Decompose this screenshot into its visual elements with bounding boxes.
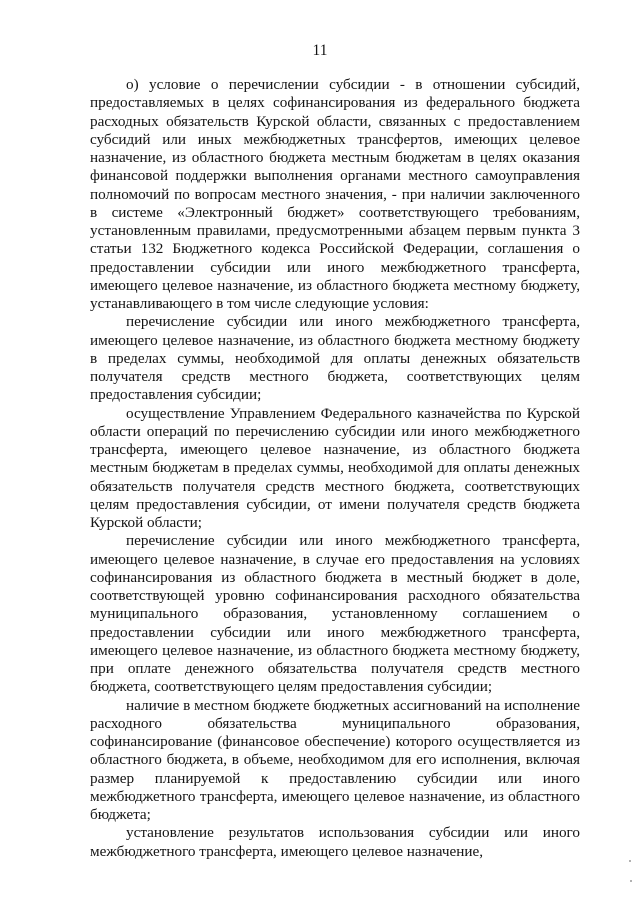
paragraph-treasury-operations: осуществление Управлением Федерального казначейства по Курской области операций по перечислению субсидии или иного межбюджетного трансферта, имеющего целевое назначение, из областного бюджета местным бюджетам в пределах суммы, необходимой для оплаты денежных обязательств получателя средств местного бюджета, соответствующих целям предоставления субсидии, от имени получателя средств бюджета Курской области; — [90, 404, 580, 531]
paragraph-transfer-within-sum: перечисление субсидии или иного межбюджетного трансферта, имеющего целевое назначение, из областного бюджета местному бюджету в пределах суммы, необходимой для оплаты денежных обязательств получателя средств местного бюджета, соответствующих целям предоставления субсидии; — [90, 313, 580, 404]
document-body — [90, 76, 580, 861]
scan-artifact-dot — [629, 860, 631, 862]
paragraph-budget-allocations: наличие в местном бюджете бюджетных ассигнований на исполнение расходного обязательства муниципального образования, софинансирование (финансовое обеспечение) которого осуществляется из областного бюджета, в объеме, необходимом для его исполнения, включая размер планируемой к предоставлению субсидии или иного межбюджетного трансферта, имеющего целевое назначение, из областного бюджета; — [90, 696, 580, 823]
paragraph-cofinancing-share: перечисление субсидии или иного межбюджетного трансферта, имеющего целевое назначение, в случае его предоставления на условиях софинансирования из областного бюджета в местный бюджет в доле, соответствующей уровню софинансирования расходного обязательства муниципального образования, установленному соглашением о предоставлении субсидии или иного межбюджетного трансферта, имеющего целевое назначение, из областного бюджета местному бюджету, при оплате денежного обязательства получателя средств местного бюджета, соответствующего целям предоставления субсидии; — [90, 532, 580, 696]
scan-artifact-dot — [630, 880, 632, 882]
page-number: 11 — [312, 42, 328, 59]
paragraph-condition-o: о) условие о перечислении субсидии - в отношении субсидий, предоставляемых в целях софинансирования из федерального бюджета расходных обязательств Курской области, связанных с предоставлением субсидий или иных межбюджетных трансфертов, имеющих целевое назначение, из областного бюджета местным бюджетам в целях оказания финансовой поддержки выполнения органами местного самоуправления полномочий по вопросам местного значения, - при наличии заключенного в системе «Электронный бюджет» соответствующего требованиям, установленным правилами, предусмотренными абзацем первым пункта 3 статьи 132 Бюджетного кодекса Российской Федерации, соглашения о предоставлении субсидии или иного межбюджетного трансферта, имеющего целевое назначение, из областного бюджета местному бюджету, устанавливающего в том числе следующие условия: — [90, 76, 580, 312]
paragraph-usage-results: установление результатов использования субсидии или иного межбюджетного трансферта, имеющего целевое назначение, — [90, 824, 580, 860]
